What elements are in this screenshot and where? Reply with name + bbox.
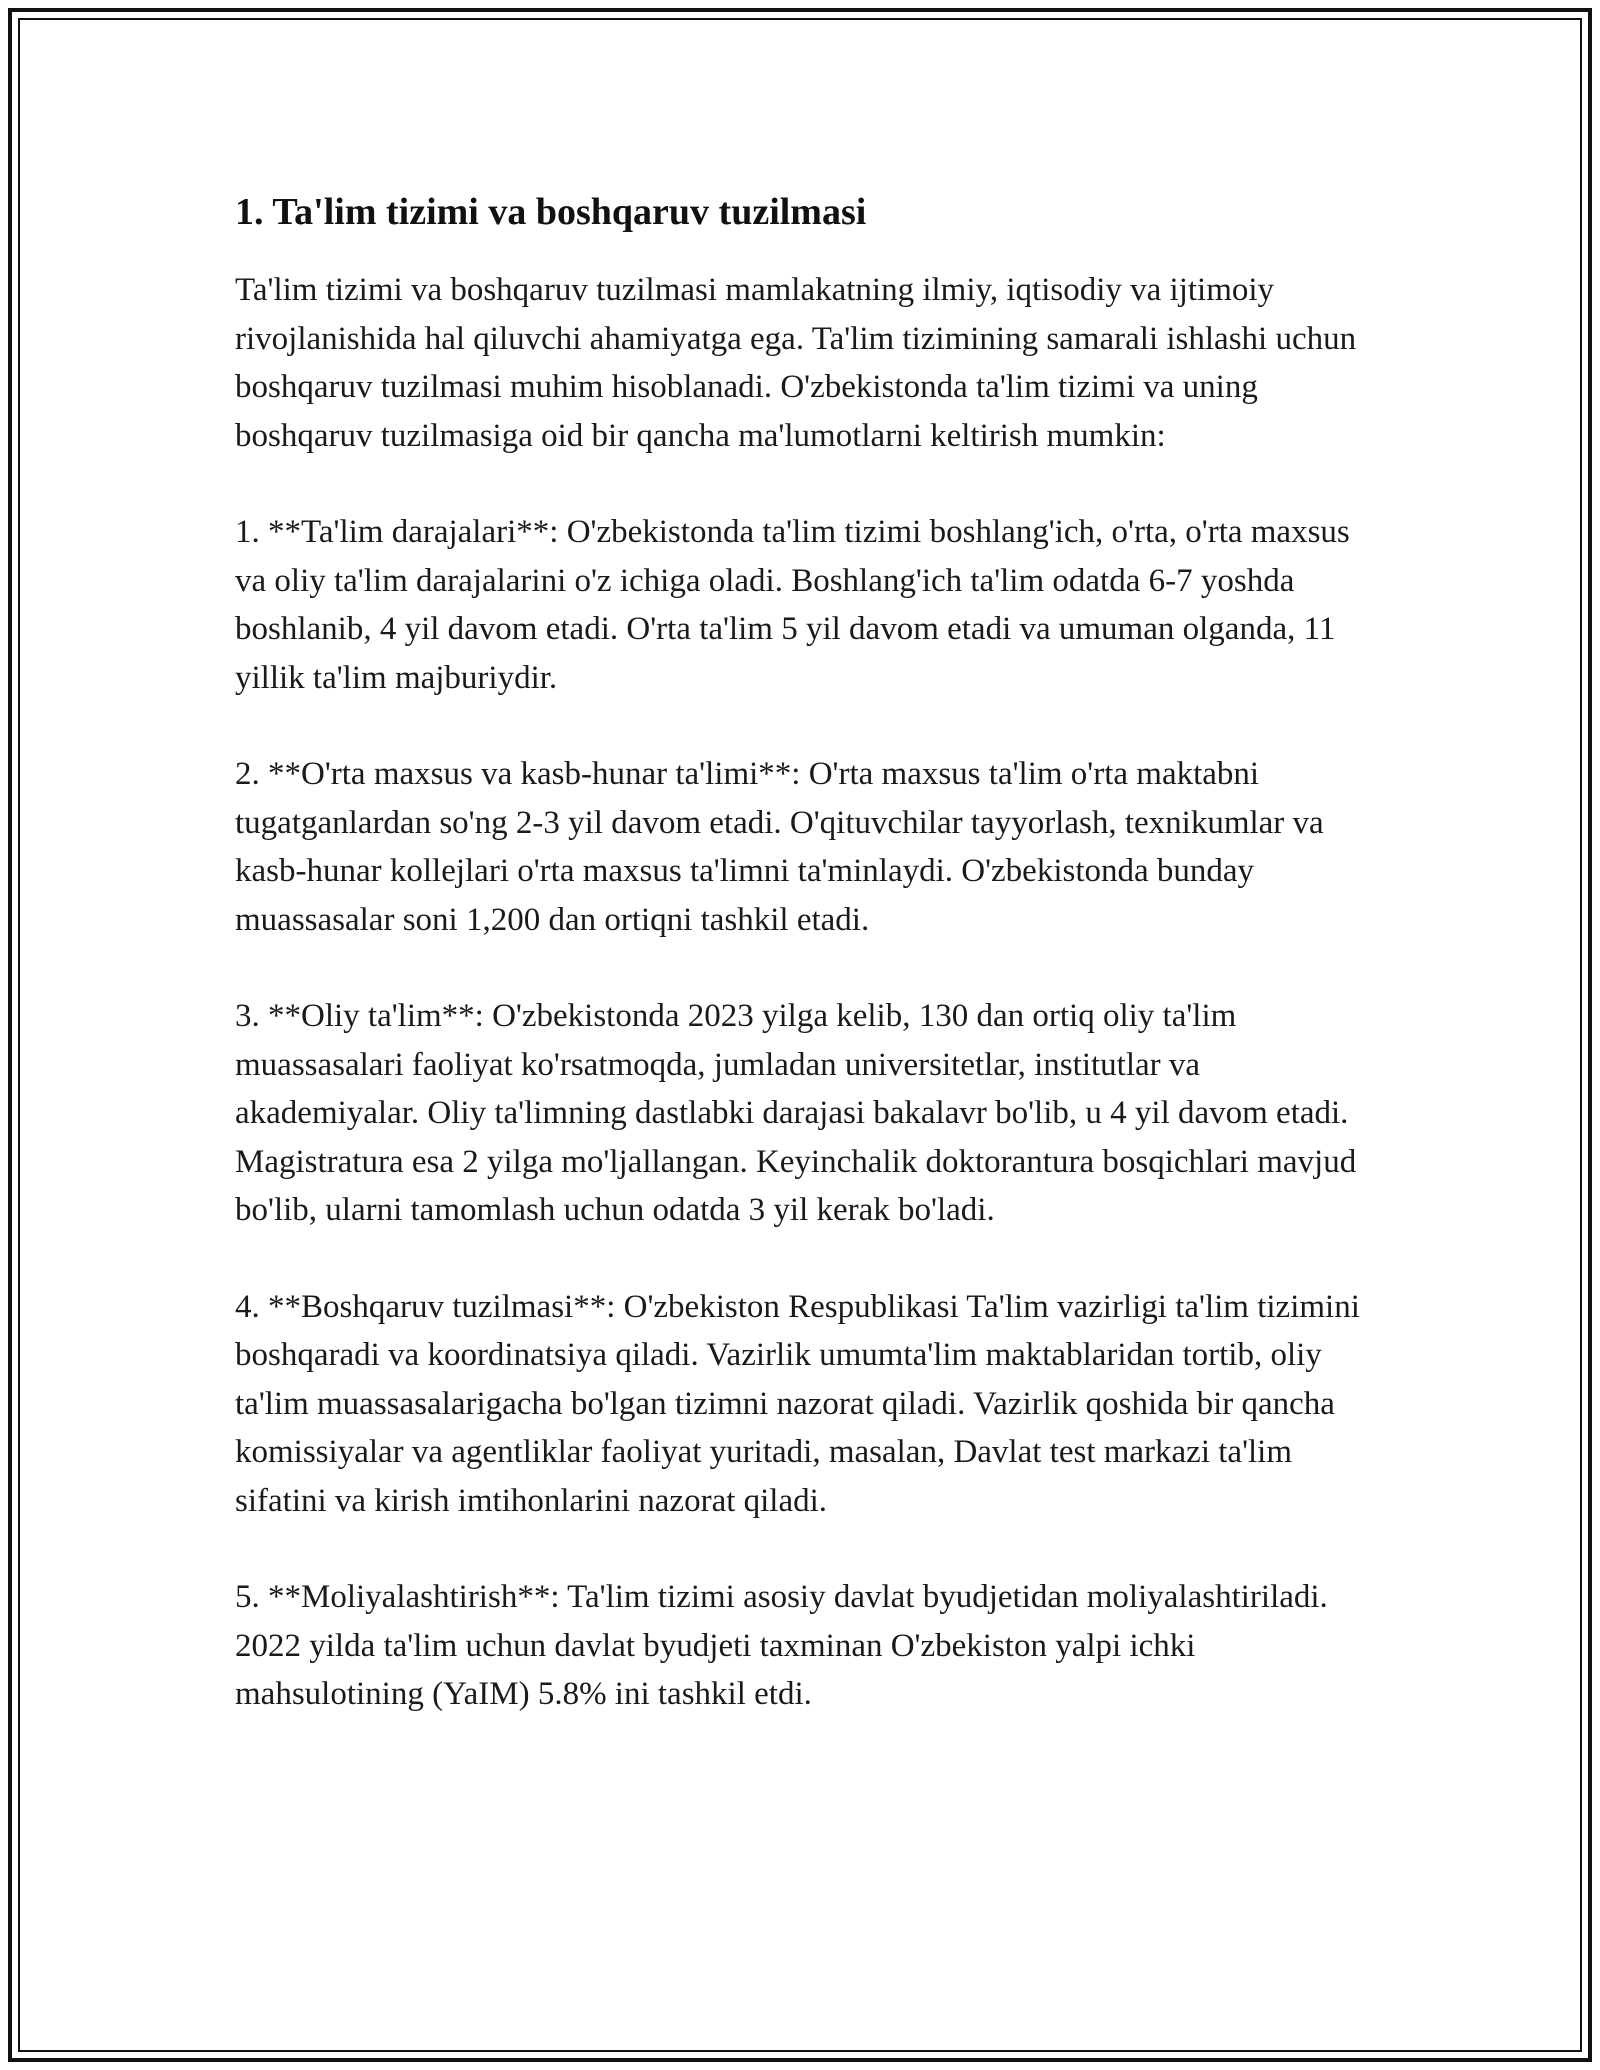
- list-item-higher-education: 3. **Oliy ta'lim**: O'zbekistonda 2023 yilga kelib, 130 dan ortiq oliy ta'lim muassasalari faoliyat ko'rsatmoqda, jumladan universitetlar, institutlar va akademiyalar. Oliy ta'limning dastlabki darajasi bakalavr bo'lib, u 4 yil davom etadi. Magistratura esa 2 yilga mo'ljallangan. Keyinchalik doktorantura bosqichlari mavjud bo'lib, ularni tamomlash uchun odatda 3 yil kerak bo'ladi.: [235, 998, 1357, 1228]
- list-item-vocational-education: 2. **O'rta maxsus va kasb-hunar ta'limi**: O'rta maxsus ta'lim o'rta maktabni tugatganlardan so'ng 2-3 yil davom etadi. O'qituvchilar tayyorlash, texnikumlar va kasb-hunar kollejlari o'rta maxsus ta'limni ta'minlaydi. O'zbekistonda bunday muassasalar soni 1,200 dan ortiqni tashkil etadi.: [235, 756, 1324, 938]
- section-heading: 1. Ta'lim tizimi va boshqaruv tuzilmasi: [235, 191, 867, 233]
- list-item-management-structure: 4. **Boshqaruv tuzilmasi**: O'zbekiston Respublikasi Ta'lim vazirligi ta'lim tizimini boshqaradi va koordinatsiya qiladi. Vazirlik umumta'lim maktablaridan tortib, oliy ta'lim muassasalarigacha bo'lgan tizimni nazorat qiladi. Vazirlik qoshida bir qancha komissiyalar va agentliklar faoliyat yuritadi, masalan, Davlat test markazi ta'lim sifatini va kirish imtihonlarini nazorat qiladi.: [235, 1288, 1360, 1519]
- intro-paragraph: Ta'lim tizimi va boshqaruv tuzilmasi mamlakatning ilmiy, iqtisodiy va ijtimoiy rivojlanishida hal qiluvchi ahamiyatga ega. Ta'lim tizimining samarali ishlashi uchun boshqaruv tuzilmasi muhim hisoblanadi. O'zbekistonda ta'lim tizimi va uning boshqaruv tuzilmasiga oid bir qancha ma'lumotlarni keltirish mumkin:: [235, 272, 1357, 454]
- list-item-financing: 5. **Moliyalashtirish**: Ta'lim tizimi asosiy davlat byudjetidan moliyalashtiriladi. 2022 yilda ta'lim uchun davlat byudjeti taxminan O'zbekiston yalpi ichki mahsulotining (YaIM) 5.8% ini tashkil etdi.: [235, 1579, 1328, 1712]
- list-item-education-levels: 1. **Ta'lim darajalari**: O'zbekistonda ta'lim tizimi boshlang'ich, o'rta, o'rta maxsus va oliy ta'lim darajalarini o'z ichiga oladi. Boshlang'ich ta'lim odatda 6-7 yoshda boshlanib, 4 yil davom etadi. O'rta ta'lim 5 yil davom etadi va umuman olganda, 11 yillik ta'lim majburiydir.: [235, 514, 1350, 696]
- document-body: [235, 188, 1370, 1767]
